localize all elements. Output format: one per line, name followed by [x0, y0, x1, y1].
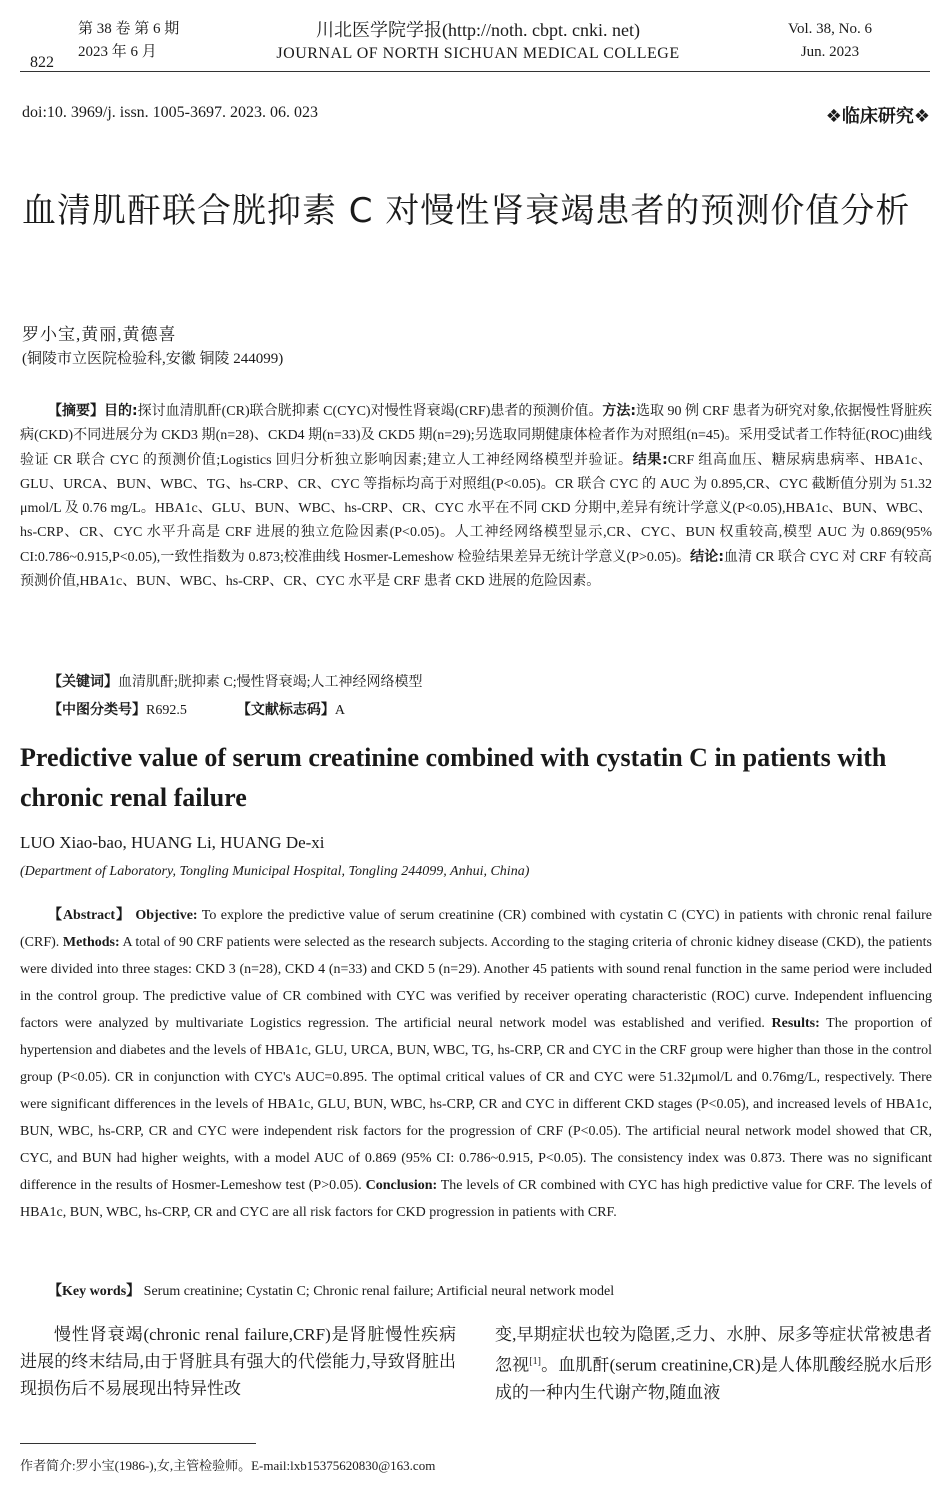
- methods-cn: 选取 90 例 CRF 患者为研究对象,依据慢性肾脏疾病(CKD)不同进展分为 CKD3 期(n=28)、CKD4 期(n=33)及 CKD5 期(n=29);另选取同期健康体检者作为对照组(n=45)。采用受试者工作特征(ROC)曲线验证 CR 联合 CYC 的预测价值;Logistics 回归分析独立影响因素;建立人工神经网络模型并验证。: [20, 404, 933, 468]
- doc-code-label: 【文献标志码】: [236, 702, 335, 718]
- body-text-b: 。血肌酐(serum creatinine,CR)是人体肌酸经脱水后形成的一种内生代谢产物,随血液: [495, 1355, 933, 1402]
- page-number: 822: [30, 54, 54, 71]
- authors-cn: 罗小宝,黄丽,黄德喜: [22, 325, 177, 344]
- header-issue-en: [770, 18, 890, 64]
- abstract-cn-label: 【摘要】: [48, 403, 105, 419]
- objective-en: To explore the predictive value of serum creatinine (CR) combined with cystatin C (CYC) in patients with chronic renal failure (CRF).: [20, 908, 933, 950]
- keywords-cn-text: 血清肌酐;胱抑素 C;慢性肾衰竭;人工神经网络模型: [118, 675, 423, 690]
- results-en: The proportion of hypertension and diabetes and the levels of HBA1c, GLU, URCA, BUN, WBC, TG, hs-CRP, CR and CYC in the CRF group were higher than those in the control group (P<0.05). CR in conjunction with CYC's AUC=0.895. The optimal critical values of CR and CYC were 51.32μmol/L and 0.76mg/L, respectively. There were significant differences in the levels of HBA1c, GLU, BUN, WBC, hs-CRP, CR and CYC in different CKD stages (P<0.05), and increased levels of HBA1c, BUN, WBC, hs-CRP, CR and CYC were independent risk factors for the progression of CRF (P<0.05). The artificial neural network model showed that CR, CYC, and BUN had higher weights, with a model AUC of 0.869 (95% CI: 0.786~0.915, P<0.05). The consistency index was 0.873. There was no significant difference in the results of Hosmer-Lemeshow test (P>0.05).: [20, 1016, 933, 1193]
- body-column-right: [495, 1321, 932, 1406]
- keywords-en-text: Serum creatinine; Cystatin C; Chronic renal failure; Artificial neural network model: [143, 1284, 615, 1299]
- methods-label-cn: 方法:: [602, 403, 637, 419]
- header-issue-cn: [78, 18, 198, 64]
- title-en: Predictive value of serum creatinine combined with cystatin C in patients with chronic renal failure: [20, 743, 887, 812]
- abstract-cn: [20, 399, 932, 594]
- keywords-en-label: 【Key words】: [48, 1284, 141, 1299]
- abstract-en: [20, 902, 932, 1226]
- affiliation-en: (Department of Laboratory, Tongling Municipal Hospital, Tongling 244099, Anhui, China): [20, 864, 530, 879]
- title-cn: 血清肌酐联合胱抑素 C 对慢性肾衰竭患者的预测价值分析: [22, 191, 911, 231]
- body-text-a: 变,早期症状也较为隐匿,乏力、水肿、尿多等症状常被患者忽视: [495, 1325, 932, 1375]
- header-date-cn: 2023 年 6 月: [78, 44, 157, 60]
- author-footnote: 作者简介:罗小宝(1986-),女,主管检验师。E-mail:lxb15375620830@163.com: [20, 1458, 436, 1473]
- header-volume-en: Vol. 38, No. 6: [788, 21, 872, 37]
- clc-label: 【中图分类号】: [48, 702, 146, 718]
- doc-code-value: A: [334, 703, 345, 718]
- affiliation-cn: (铜陵市立医院检验科,安徽 铜陵 244099): [22, 351, 284, 367]
- body-paragraph: 慢性肾衰竭(chronic renal failure,CRF)是肾脏慢性疾病进展的终末结局,由于肾脏具有强大的代偿能力,导致肾脏出现损伤后不易展现出特异性改: [20, 1325, 456, 1398]
- results-cn: CRF 组高血压、糖尿病患病率、HBA1c、GLU、URCA、BUN、WBC、TG、hs-CRP、CR、CYC 等指标均高于对照组(P<0.05)。CR 联合 CYC 的 AUC 为 0.895,CR、CYC 截断值分别为 51.32 μmol/L 及 0.76 mg/L。HBA1c、GLU、BUN、WBC、hs-CRP、CR、CYC 水平在不同 CKD 分期中,差异有统计学意义(P<0.05),HBA1c、BUN、WBC、hs-CRP、CR、CYC 水平升高是 CRF 进展的独立危险因素(P<0.05)。人工神经网络模型显示,CR、CYC、BUN 权重较高,模型 AUC 为 0.869(95% CI:0.786~0.915,P<0.05),一致性指数为 0.873;校准曲线 Hosmer-Lemeshow 检验结果差异无统计学意义(P>0.05)。: [20, 453, 932, 565]
- results-label-en: Results:: [771, 1016, 820, 1031]
- abstract-en-label: 【Abstract】: [48, 908, 131, 923]
- authors-en: LUO Xiao-bao, HUANG Li, HUANG De-xi: [20, 833, 325, 852]
- body-paragraph-continued: [495, 1321, 932, 1406]
- conclusion-en: The levels of CR combined with CYC has high predictive value for CRF. The levels of HBA1c, BUN, WBC, hs-CRP, CR and CYC are all risk factors for CKD progression in patients with CRF.: [20, 1178, 932, 1220]
- objective-label-en: Objective:: [135, 908, 198, 923]
- conclusion-cn: 血清 CR 联合 CYC 对 CRF 有较高预测价值,HBA1c、BUN、WBC、hs-CRP、CR、CYC 水平是 CRF 患者 CKD 进展的危险因素。: [20, 550, 932, 589]
- keywords-en: [48, 1280, 614, 1300]
- section-tag: ❖临床研究❖: [825, 106, 930, 127]
- methods-label-en: Methods:: [62, 935, 120, 950]
- citation-ref[interactable]: [1]: [529, 1356, 541, 1367]
- conclusion-label-cn: 结论:: [690, 549, 724, 565]
- journal-name-en: JOURNAL OF NORTH SICHUAN MEDICAL COLLEGE: [276, 45, 680, 62]
- running-header: [0, 18, 950, 74]
- objective-cn: 探讨血清肌酐(CR)联合胱抑素 C(CYC)对慢性肾衰竭(CRF)患者的预测价值。: [137, 404, 603, 419]
- results-label-cn: 结果:: [632, 452, 668, 468]
- doi: doi:10. 3969/j. issn. 1005-3697. 2023. 06. 023: [22, 104, 319, 121]
- header-divider: [20, 71, 930, 72]
- header-volume-cn: 第 38 卷 第 6 期: [78, 21, 180, 37]
- header-date-en: Jun. 2023: [800, 44, 860, 60]
- classification-cn: [48, 699, 345, 719]
- body-column-left: [20, 1321, 456, 1402]
- methods-en: A total of 90 CRF patients were selected as the research subjects. According to the staging criteria of chronic kidney disease (CKD), the patients were divided into three stages: CKD 3 (n=28), CKD 4 (n=33) and CKD 5 (n=29). Another 45 patients with sound renal function in the same period were included in the control group. The predictive value of CR combined with CYC was verified by receiver operating characteristic (ROC) curve. Independent influencing factors were analyzed by multivariate Logistics regression. The artificial neural network model was established and verified.: [20, 935, 933, 1031]
- objective-label-cn: 目的:: [104, 403, 138, 419]
- clc-value: R692.5: [146, 703, 187, 718]
- keywords-cn: [48, 671, 423, 691]
- journal-name-cn: 川北医学院学报(http://noth. cbpt. cnki. net): [316, 20, 640, 40]
- footnote-divider: [20, 1443, 256, 1444]
- header-journal: [238, 18, 718, 66]
- conclusion-label-en: Conclusion:: [365, 1178, 438, 1193]
- keywords-cn-label: 【关键词】: [48, 674, 118, 690]
